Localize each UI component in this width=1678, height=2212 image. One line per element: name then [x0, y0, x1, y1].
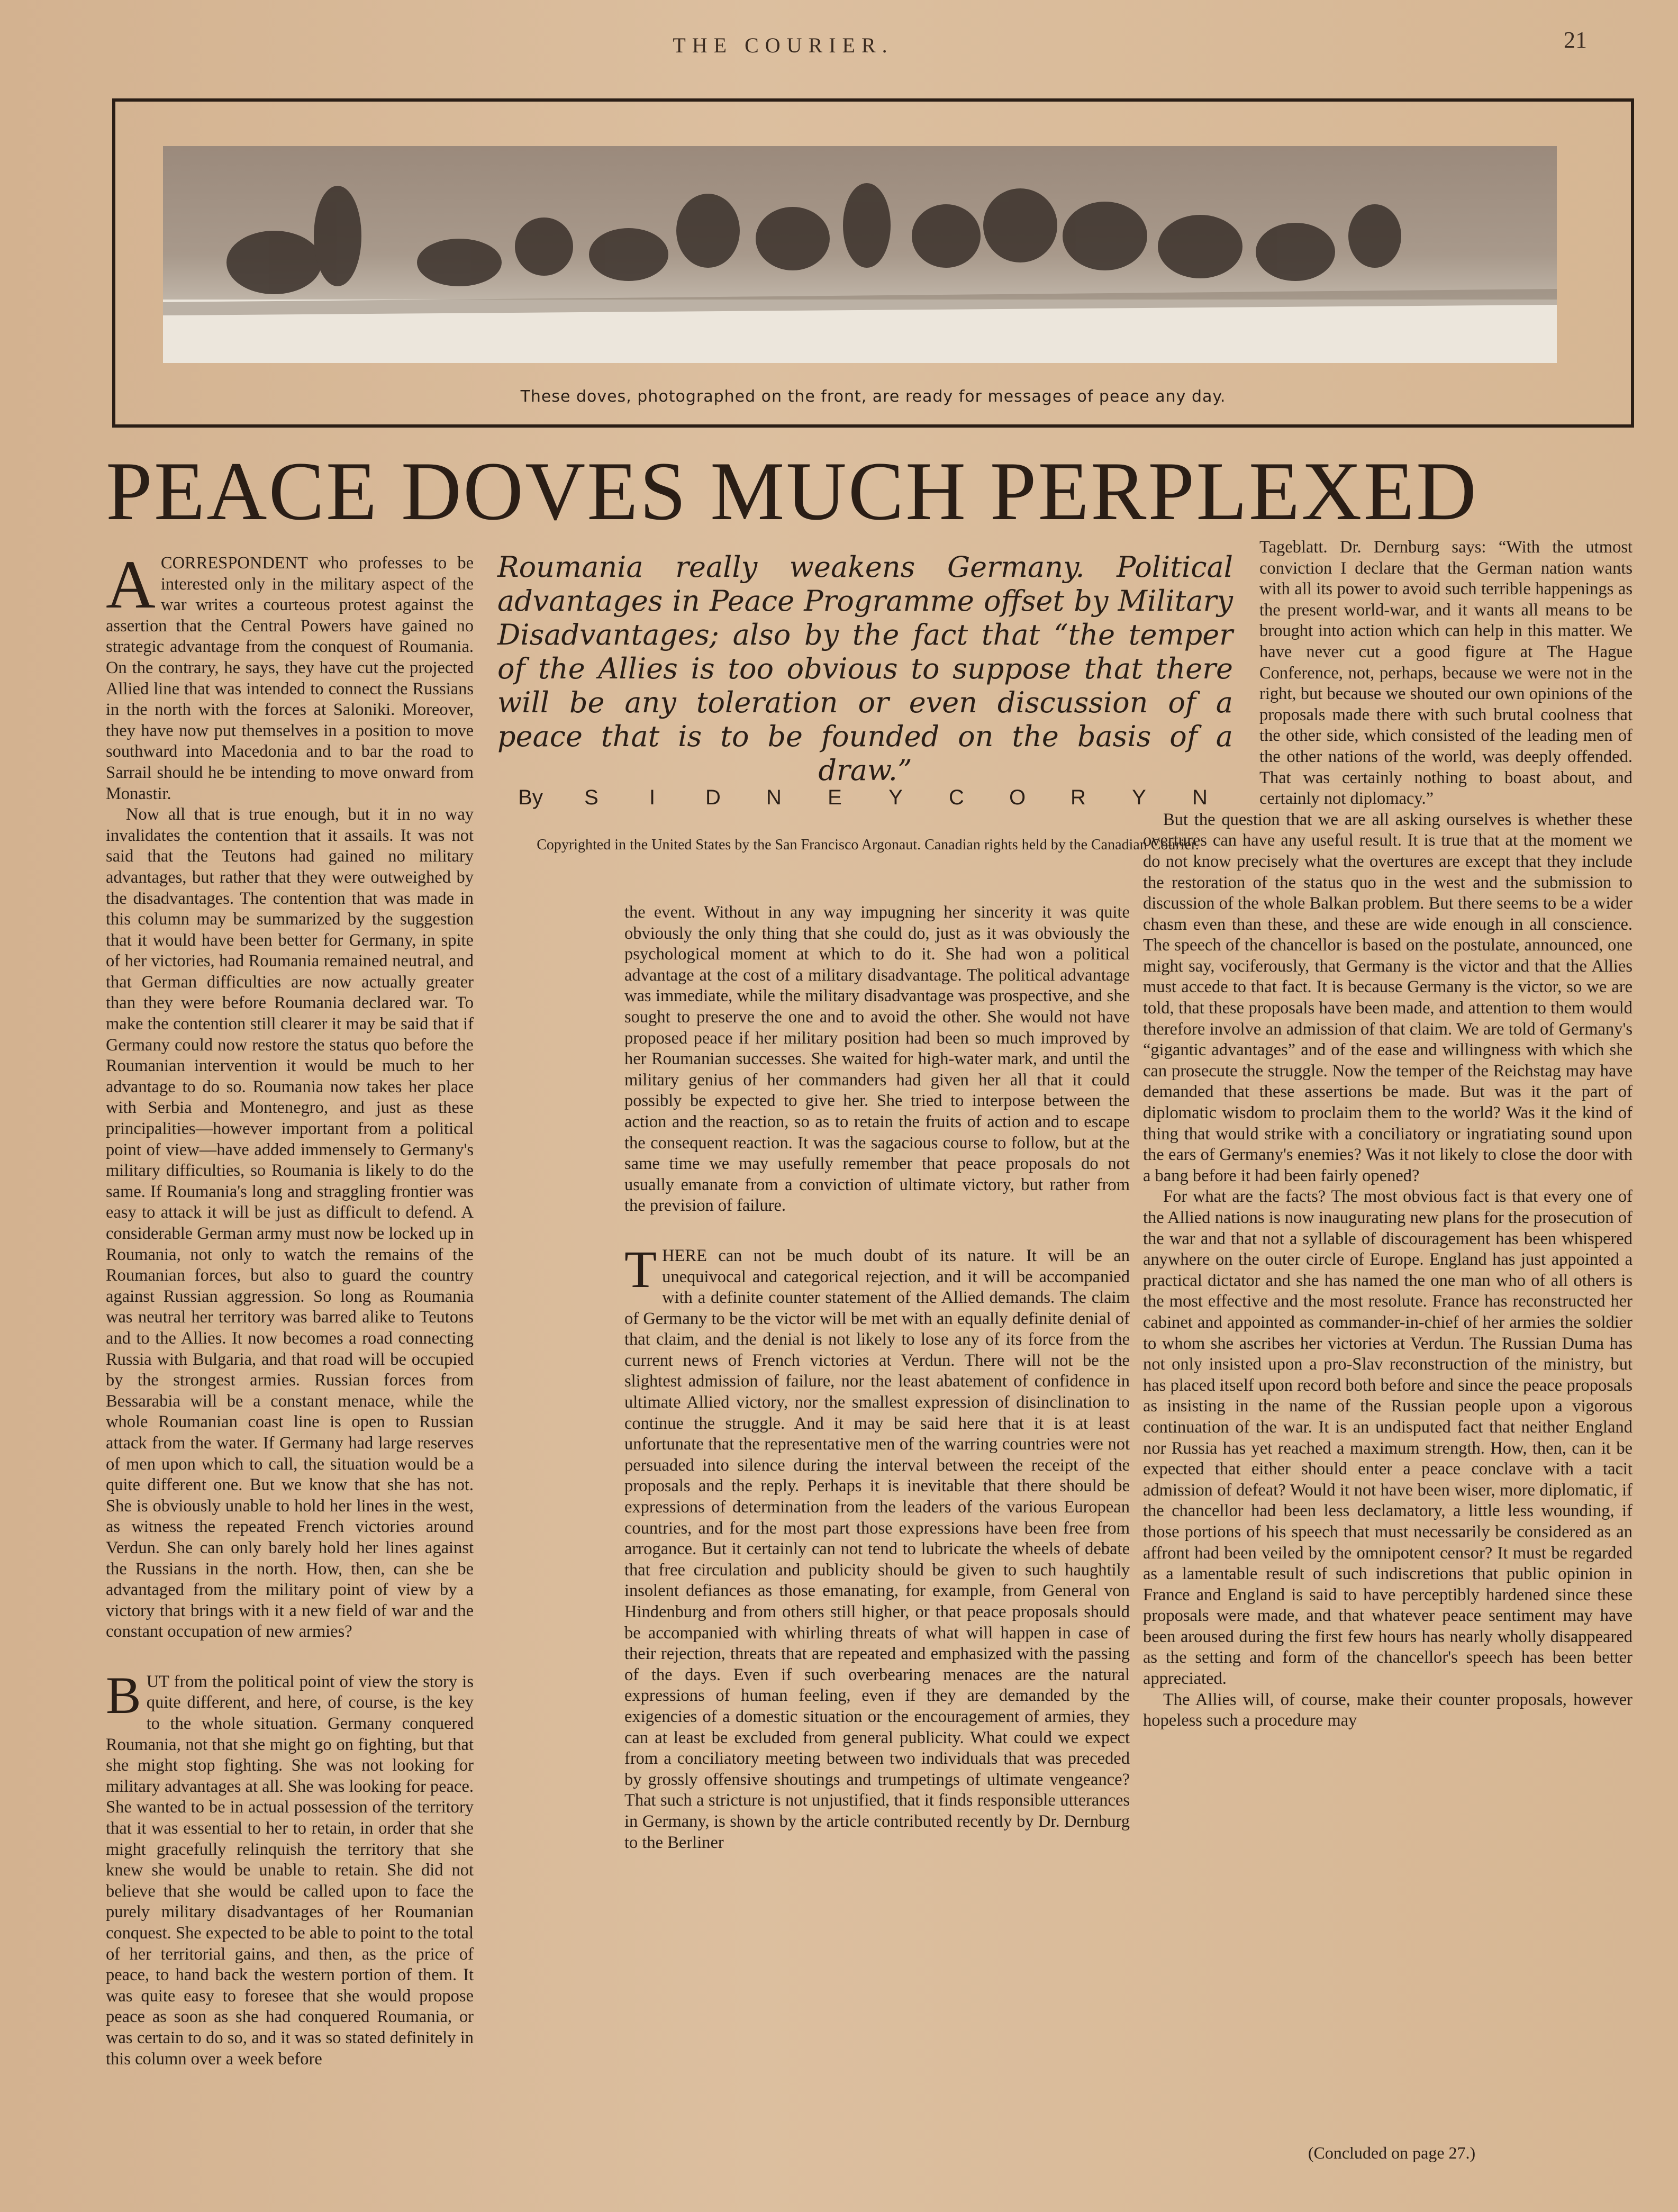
col3-paragraph-3: For what are the facts? The most obvious fact is that every one of the Allied nations is now inaugurating new plans for the prosecution of the war and that not a syllable of discouragement has been whispered anywhere on the outer circle of Europe. England has just appointed a practical dictator and she has named the one man who of all others is the most effective and the most resolute. France has reconstructed her cabinet and appointed as commander-in-chief of her armies the soldier to whom she ascribes her victories at Verdun. The Russian Duma has not only insisted upon a pro-Slav reconstruction of the ministry, but has placed itself upon record both before and since the peace proposals as insisting in the name of the Russian people upon a vigorous continuation of the war. It is an undisputed fact that neither England nor Russia has yet reached a maximum strength. How, then, can it be expected that either should enter a peace conclave with a tacit admission of defeat? Would it not have been wiser, more diplomatic, if the chancellor had been less declamatory, a little less wounding, if those portions of his speech that must necessarily be considered as an affront had been veiled by the omnipotent censor? It must be regarded as a lamentable result of such indiscretions that public opinion in France and England is said to have perceptibly hardened since these proposals were made, and that whatever peace sentiment may have been aroused during the first few hours has nearly wholly disappeared as the setting and form of the chancellor's speech has been better appreciated. [1143, 1187, 1632, 1689]
col2-paragraph-2 [624, 1239, 1130, 1853]
drop-cap-t: T [624, 1239, 657, 1299]
column-1 [106, 547, 474, 2070]
column-2 [624, 902, 1130, 1853]
byline-letter: Y [888, 786, 903, 809]
drop-cap-b: B [106, 1665, 141, 1725]
col1-paragraph-2: Now all that is true enough, but it in no way invalidates the contention that it assails. It was not said that the Teutons had gained no military advantages, but rather that they were outweighed by the disadvantages. The contention that was made in this column may be summarized by the suggestion that it would have been better for Germany, in spite of her victories, had Roumania remained neutral, and that German difficulties are now actually greater than they were before Roumania declared war. To make the contention still clearer it may be said that if Germany could now restore the status quo before the Roumanian intervention it would be much to her advantage to do so. Roumania now takes her place with Serbia and Montenegro, and just as these principalities—however important from a political point of view—have added immensely to Germany's military difficulties, so Roumania is likely to do the same. If Roumania's long and straggling frontier was easy to attack it will be just as difficult to defend. A considerable German army must now be locked up in Roumania, not only to watch the remains of the Roumanian forces, but also to guard the country against Russian aggression. So long as Roumania was neutral her territory was barred alike to Teutons and to the Allies. It now becomes a road connecting Russia with Bulgaria, and that road will be occupied by the strongest armies. Russian forces from Bessarabia will be a constant menace, while the whole Roumanian coast line is open to Russian attack from the water. If Germany had large reserves of men upon which to call, the situation would be a quite different one. But we know that she has not. She is obviously unable to hold her lines in the west, as witness the repeated French victories around Verdun. She can only barely hold her lines against the Russians in the north. How, then, can she be advantaged from the military point of view by a victory that brings with it a new field of war and the constant occupation of new armies? [106, 805, 474, 1642]
col3-paragraph-4: The Allies will, of course, make their counter proposals, however hopeless such a procedure may [1143, 1690, 1632, 1730]
byline-by: By [518, 786, 543, 809]
byline-letter: D [705, 786, 721, 809]
photo-frame [112, 98, 1634, 428]
col2-paragraph-1: the event. Without in any way impugning her sincerity it was quite obviously the only thing that she could do, just as it was obviously the psychological moment at which to do it. She had won a political advantage at the cost of a military disadvantage. The political advantage was immediate, while the military disadvantage was prospective, and she sought to preserve the one and to avoid the other. She would not have proposed peace if her military position had been so much improved by her Roumanian successes. She waited for high-water mark, and until the military genius of her commanders had given her all that it could possibly be expected to give her. She tried to interpose between the action and the reaction, so as to retain the fruits of action and to escape the consequent reaction. It was the sagacious course to follow, but at the same time we may usefully remember that peace proposals do not usually emanate from a conviction of ultimate victory, but rather from the prevision of failure. [624, 903, 1130, 1216]
byline-letter: Y [1132, 786, 1146, 809]
article-headline: PEACE DOVES MUCH PERPLEXED [106, 445, 1479, 538]
byline-letter: N [1192, 786, 1208, 809]
byline-letter: R [1071, 786, 1086, 809]
byline [500, 786, 1230, 810]
continued-notice: (Concluded on page 27.) [1308, 2143, 1476, 2162]
byline-letter: E [828, 786, 842, 809]
byline-letter: S [584, 786, 598, 809]
col1-paragraph-3 [106, 1665, 474, 2070]
photo-caption: These doves, photographed on the front, are ready for messages of peace any day. [520, 387, 1226, 406]
col1-paragraph-1 [106, 547, 474, 804]
doves-photo [163, 146, 1557, 363]
col1-p3-text: UT from the political point of view the story is quite different, and here, of course, is the key to the whole situation. Germany conquered Roumania, not that she might go on fighting, but that she might stop fighting. She was not looking for military advantages at all. She was looking for peace. She wanted to be in actual possession of the territory that it was essential to her to retain, in order that she might gracefully relinquish the territory that she knew she would be unable to retain. She did not believe that she would be called upon to face the purely military disadvantages of her Roumanian conquest. She expected to be able to point to the total of her territorial gains, and then, as the price of peace, to hand back the western portion of them. It was quite easy to foresee that she would propose peace as soon as she had conquered Roumania, or was certain to do so, and it was so stated definitely in this column over a week before [106, 1672, 474, 2069]
column-3 [1143, 537, 1632, 1731]
col1-p1-text: CORRESPONDENT who professes to be interested only in the military aspect of the war writes a courteous protest against the assertion that the Central Powers have gained no strategic advantage from the conquest of Roumania. On the contrary, he says, they have cut the projected Allied line that was intended to connect the Russians in the north with the forces at Saloniki. Moreover, they have now put themselves in a position to move southward into Macedonia and to bar the road to Sarrail should he be intending to move onward from Monastir. [106, 554, 474, 803]
page-number: 21 [1564, 27, 1587, 53]
byline-letter: C [949, 786, 964, 809]
byline-letter: I [649, 786, 656, 809]
doves-illustration [163, 146, 1557, 363]
byline-letter: N [766, 786, 782, 809]
running-head: THE COURIER. [673, 33, 894, 57]
col3-paragraph-2: But the question that we are all asking ourselves is whether these overtures can have any useful result. It is true that at the moment we do not know precisely what the overtures are except that they include the restoration of the status quo in the west and the submission to discussion of the whole Balkan problem. But there seems to be a wider chasm even than these, and these are wide enough in all conscience. The speech of the chancellor is based on the postulate, announced, one might say, vociferously, that Germany is the victor and that the Allies must accede to that fact. It is because Germany is the victor, so we are told, that these proposals have been made, and attention to them would therefore involve an admission of that claim. We are told of Germany's “gigantic advantages” and of the ease and willingness with which she can prosecute the struggle. Now the temper of the Reichstag may have demanded that these assertions be made. But was it the part of diplomatic wisdom to proclaim them to the world? Was it the kind of thing that would strike with a conciliatory or ingratiating sound upon the ears of Germany's enemies? Was it not likely to close the door with a bang before it had been fairly opened? [1143, 810, 1632, 1185]
copyright-notice: Copyrighted in the United States by the San Francisco Argonaut. Canadian rights held by the Canadian Courier. [537, 837, 1199, 853]
drop-cap-a: A [106, 547, 156, 623]
article-deck: Roumania really weakens Germany. Political advantages in Peace Programme offset by Military Disadvantages; also by the fact that “the temper of the Allies is too obvious to suppose that there will be any toleration or even discussion of a peace that is to be founded on the basis of a draw.” [497, 550, 1233, 787]
col2-p2-text: HERE can not be much doubt of its nature. It will be an unequivocal and categorical rejection, and it will be accompanied with a definite counter statement of the Allied demands. The claim of Germany to be the victor will be met with an equally definite denial of that claim, and the denial is not likely to lose any of its force from the current news of French victories at Verdun. There will not be the slightest admission of failure, nor the least abatement of confidence in ultimate Allied victory, nor the smallest expression of disinclination to continue the struggle. And it may be said here that it is at least unfortunate that the representative men of the warring countries were not persuaded into silence during the interval between the receipt of the proposals and the reply. Perhaps it is inevitable that there should be expressions of determination from the leaders of the various European countries, and for the most part those expressions have been free from arrogance. But it certainly can not tend to lubricate the wheels of debate that free circulation and publicity should be given to such haughtily insolent defiances as those emanating, for example, from General von Hindenburg and from others still higher, or that peace proposals should be accompanied with whirling threats of what will happen in case of their rejection, threats that are repeated and emphasized with the passing of the days. Even if such overbearing menaces are the natural expressions of human feeling, even if they are demanded by the exigencies of a domestic situation or the encouragement of armies, they can at least be excluded from general publicity. What could we expect from a conciliatory meeting between two individuals that was preceded by grossly offensive shoutings and trumpetings of ultimate vengeance? That such a stricture is not unjustified, that it finds responsible utterances in Germany, is shown by the article contributed recently by Dr. Dernburg to the Berliner [624, 1246, 1130, 1852]
col3-paragraph-1: Tageblatt. Dr. Dernburg says: “With the utmost conviction I declare that the German nation wants with all its power to avoid such terrible happenings as the present world-war, and it wants all means to be brought into action which can help in this matter. We have never cut a good figure at The Hague Conference, not, perhaps, because we were not in the right, but because we shouted our own opinions of the proposals made there with such brutal coolness that the other side, which consisted of the leading men of the other nations of the world, was deeply offended. That was certainly nothing to boast about, and certainly not diplomacy.” [1259, 538, 1632, 809]
byline-letter: O [1009, 786, 1026, 809]
